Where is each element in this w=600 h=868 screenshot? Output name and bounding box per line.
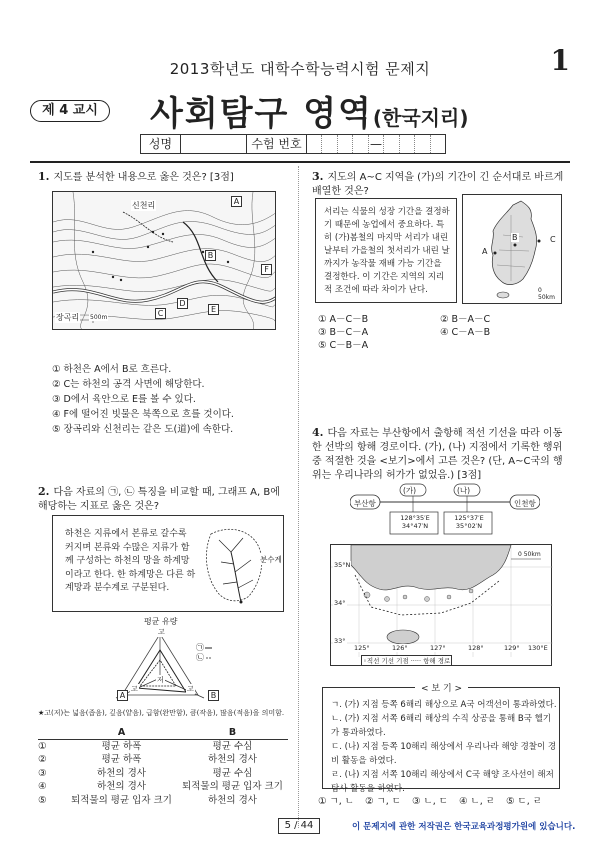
radar-legend-b: ㉡	[196, 653, 204, 662]
q2-footnote: ★고(저)는 넓음(좁음), 깊음(얕음), 급함(완만함), 큼(작음), 많음(적음)을 의미함.	[38, 709, 285, 717]
radar-tag-a: A	[117, 690, 128, 701]
col-a: A	[66, 726, 177, 740]
page-number: 1	[550, 44, 570, 77]
q1-stem	[38, 170, 288, 185]
q2-stem-text: 다음 자료의 ㉠, ㉡ 특징을 비교할 때, 그래프 A, B에 해당하는 지표로 옳은 것은?	[38, 487, 280, 512]
route-na: (나)	[457, 486, 471, 495]
lat-35: 35°N	[334, 561, 351, 569]
jangkokri-label: 장곡리	[56, 313, 80, 322]
exam-title: 2013학년도 대학수학능력시험 문제지	[169, 60, 431, 78]
q2-stem	[38, 485, 290, 514]
lon-128: 128°	[468, 644, 484, 652]
sincheonri-label: 신천리	[132, 201, 156, 210]
bogi-heading: < 보 기 >	[415, 681, 468, 694]
exam-number-cell: —	[369, 135, 384, 153]
exam-number-cell	[400, 135, 415, 153]
q1-option-2[interactable]: ② C는 하천의 공격 사면에 해당한다.	[52, 379, 205, 390]
exam-number-label: 수험 번호	[247, 135, 307, 153]
q2-answer-table	[38, 726, 288, 808]
radar-center-tick: 저	[157, 676, 164, 684]
q4-number: 4.	[312, 426, 324, 439]
route-ga: (가)	[403, 486, 417, 495]
exam-number-cell	[353, 135, 368, 153]
bogi-item: ㄱ. (가) 지점 등쪽 6해리 해상으로 A국 어객선이 통과하였다.	[331, 700, 557, 710]
lat-34: 34°	[334, 599, 346, 607]
lon-130: 130°E	[528, 644, 548, 652]
q3-option-2[interactable]: ② B－A－C	[440, 314, 491, 325]
q1-number: 1.	[38, 170, 50, 183]
map-tag-c: C	[155, 308, 166, 319]
bogi-item: ㄹ. (나) 지점 서쪽 10해리 해상에서 C국 해양 조사선이 해저 탐사 활동을 하였다.	[331, 770, 554, 794]
route-end: 인천항	[514, 499, 536, 508]
radar-tag-b: B	[208, 690, 219, 701]
radar-top-tick: 고	[158, 628, 165, 636]
exam-number-field[interactable]	[307, 135, 445, 153]
exam-number-cell	[307, 135, 322, 153]
subject-subtitle: (한국지리)	[372, 106, 469, 130]
footer-page-counter: 5 / 44	[278, 818, 320, 834]
q2-number: 2.	[38, 485, 50, 498]
map-tag-e: E	[208, 304, 219, 315]
q3-tag-c: C	[550, 235, 556, 244]
q3-box-text: 서리는 식물의 성장 기간을 결정하기 때문에 농업에서 중요하다. 특히 (가)봄철의 마지막 서리가 내린 날부터 가을철의 첫서리가 내린 날까지가 농작물 재배 가능 기간을 결정한다. 이 기간은 지역의 지리적 조건에 따라 차이가 난다.	[324, 207, 450, 295]
q1-option-3[interactable]: ③ D에서 육안으로 E를 볼 수 있다.	[52, 394, 196, 405]
header-rule	[30, 161, 570, 163]
name-exam-number-box	[140, 134, 446, 154]
radar-legend-a: ㉠	[196, 643, 204, 652]
q2-option-4[interactable]: ④ 하천의 경사 퇴적물의 평균 입자 크기	[38, 781, 283, 792]
route-na-coord: 125°37′E 35°02′N	[454, 514, 484, 530]
exam-number-cell	[384, 135, 399, 153]
table-header	[38, 726, 288, 740]
q2-option-1[interactable]: ① 평균 하폭 평균 수심	[38, 740, 253, 752]
q3-tag-a: A	[482, 247, 488, 256]
lon-125: 125°	[354, 644, 370, 652]
watershed-label: 분수계	[260, 555, 282, 564]
col-b: B	[177, 726, 288, 740]
subject-name: 사회탐구 영역	[150, 94, 373, 134]
q1-option-1[interactable]: ① 하천은 A에서 B로 흐른다.	[52, 364, 172, 375]
map-tag-b: B	[205, 250, 216, 261]
radar-left-tick: 고	[131, 685, 138, 693]
q3-tag-b: B	[512, 233, 518, 242]
q3-data-box	[315, 198, 457, 303]
q2-option-5[interactable]: ⑤ 퇴적물의 평균 입자 크기 하천의 경사	[38, 794, 257, 806]
q2-box-text: 하천은 지류에서 본류로 갈수록 커지며 본류와 수많은 지류가 함께 구성하는 하천의 망을 하계망 이라고 한다. 한 하계망은 다른 하계망과 분수계로 구분된다.	[65, 529, 196, 593]
bogi-items	[331, 698, 557, 796]
q3-scale: 0 50km	[537, 287, 561, 301]
q1-topographic-map	[52, 191, 276, 330]
q4-coast-map	[330, 544, 552, 666]
q4-stem	[312, 426, 564, 483]
q4-stem-text: 다음 자료는 부산항에서 출항해 적선 기선을 따라 이동한 선박의 항해 경로이다. (가), (나) 지점에서 기록한 행위 중 적절한 것을 <보기>에서 고른 것은? (단, A~C국의 행위는 우리나라의 허가가 없었음.) [3점]	[312, 428, 563, 481]
q1-stem-text: 지도를 분석한 내용으로 옳은 것은? [3점]	[53, 172, 234, 183]
q3-stem-text: 지도의 A~C 지역을 (가)의 기간이 긴 순서대로 바르게 배열한 것은?	[312, 172, 564, 197]
exam-number-cell	[431, 135, 445, 153]
q4-scale: 0 50km	[518, 551, 541, 558]
q4-bogi-box	[322, 684, 560, 794]
radar-top-label: 평균 유량	[144, 617, 178, 626]
period-badge: 제 4 교시	[30, 100, 110, 122]
q4-option-2[interactable]: ② ㄱ, ㄷ	[365, 796, 401, 807]
exam-number-cell	[415, 135, 430, 153]
q1-option-5[interactable]: ⑤ 장곡리와 신천리는 같은 도(道)에 속한다.	[52, 424, 234, 435]
q4-option-3[interactable]: ③ ㄴ, ㄷ	[412, 796, 448, 807]
q3-option-5[interactable]: ⑤ C－B－A	[318, 340, 369, 351]
bogi-item: ㄷ. (나) 지점 등쪽 10해리 해상에서 우리나라 해양 경찰이 경비 활동을 하였다.	[331, 742, 557, 766]
q3-number: 3.	[312, 170, 324, 183]
drainage-basin-diagram	[201, 524, 271, 606]
column-divider	[298, 166, 299, 828]
route-start: 부산항	[354, 499, 376, 508]
q4-map-legend: ◦직선 기선 기점 ····· 항해 경로	[363, 657, 451, 665]
bogi-item: ㄴ. (가) 지점 서쪽 6해리 해상의 수직 상공을 통해 B국 헬기가 통과하였다.	[331, 714, 552, 738]
q2-option-3[interactable]: ③ 하천의 경사 평균 수심	[38, 767, 253, 779]
q2-option-2[interactable]: ② 평균 하폭 하천의 경사	[38, 754, 257, 765]
exam-number-cell	[322, 135, 337, 153]
exam-number-cell	[338, 135, 353, 153]
q3-korea-map	[462, 194, 562, 304]
q3-option-4[interactable]: ④ C－A－B	[440, 327, 491, 338]
lon-126: 126°	[392, 644, 408, 652]
lon-127: 127°	[430, 644, 446, 652]
map-tag-f: F	[261, 264, 272, 275]
radar-right-tick: 고	[187, 685, 194, 693]
q1-option-4[interactable]: ④ F에 떨어진 빗물은 북쪽으로 흐를 것이다.	[52, 409, 234, 420]
map-tag-d: D	[177, 298, 188, 309]
name-label: 성명	[141, 135, 181, 153]
q2-data-box	[52, 515, 284, 612]
lat-33: 33°	[334, 637, 346, 645]
q4-option-4[interactable]: ④ ㄴ, ㄹ	[459, 796, 495, 807]
map-tag-a: A	[231, 196, 242, 207]
copyright-note: 이 문제지에 관한 저작권은 한국교육과정평가원에 있습니다.	[352, 822, 576, 832]
subject-title	[150, 86, 468, 135]
q3-option-3[interactable]: ③ B－C－A	[318, 327, 369, 338]
q4-route-diagram	[350, 480, 540, 536]
scale-label: 500m	[90, 314, 108, 321]
name-field[interactable]	[181, 135, 247, 153]
lon-129: 129°	[504, 644, 520, 652]
route-ga-coord: 128°35′E 34°47′N	[400, 514, 430, 530]
q4-option-1[interactable]: ① ㄱ, ㄴ	[318, 796, 354, 807]
q4-option-5[interactable]: ⑤ ㄷ, ㄹ	[506, 796, 542, 807]
q3-option-1[interactable]: ① A－C－B	[318, 314, 369, 325]
